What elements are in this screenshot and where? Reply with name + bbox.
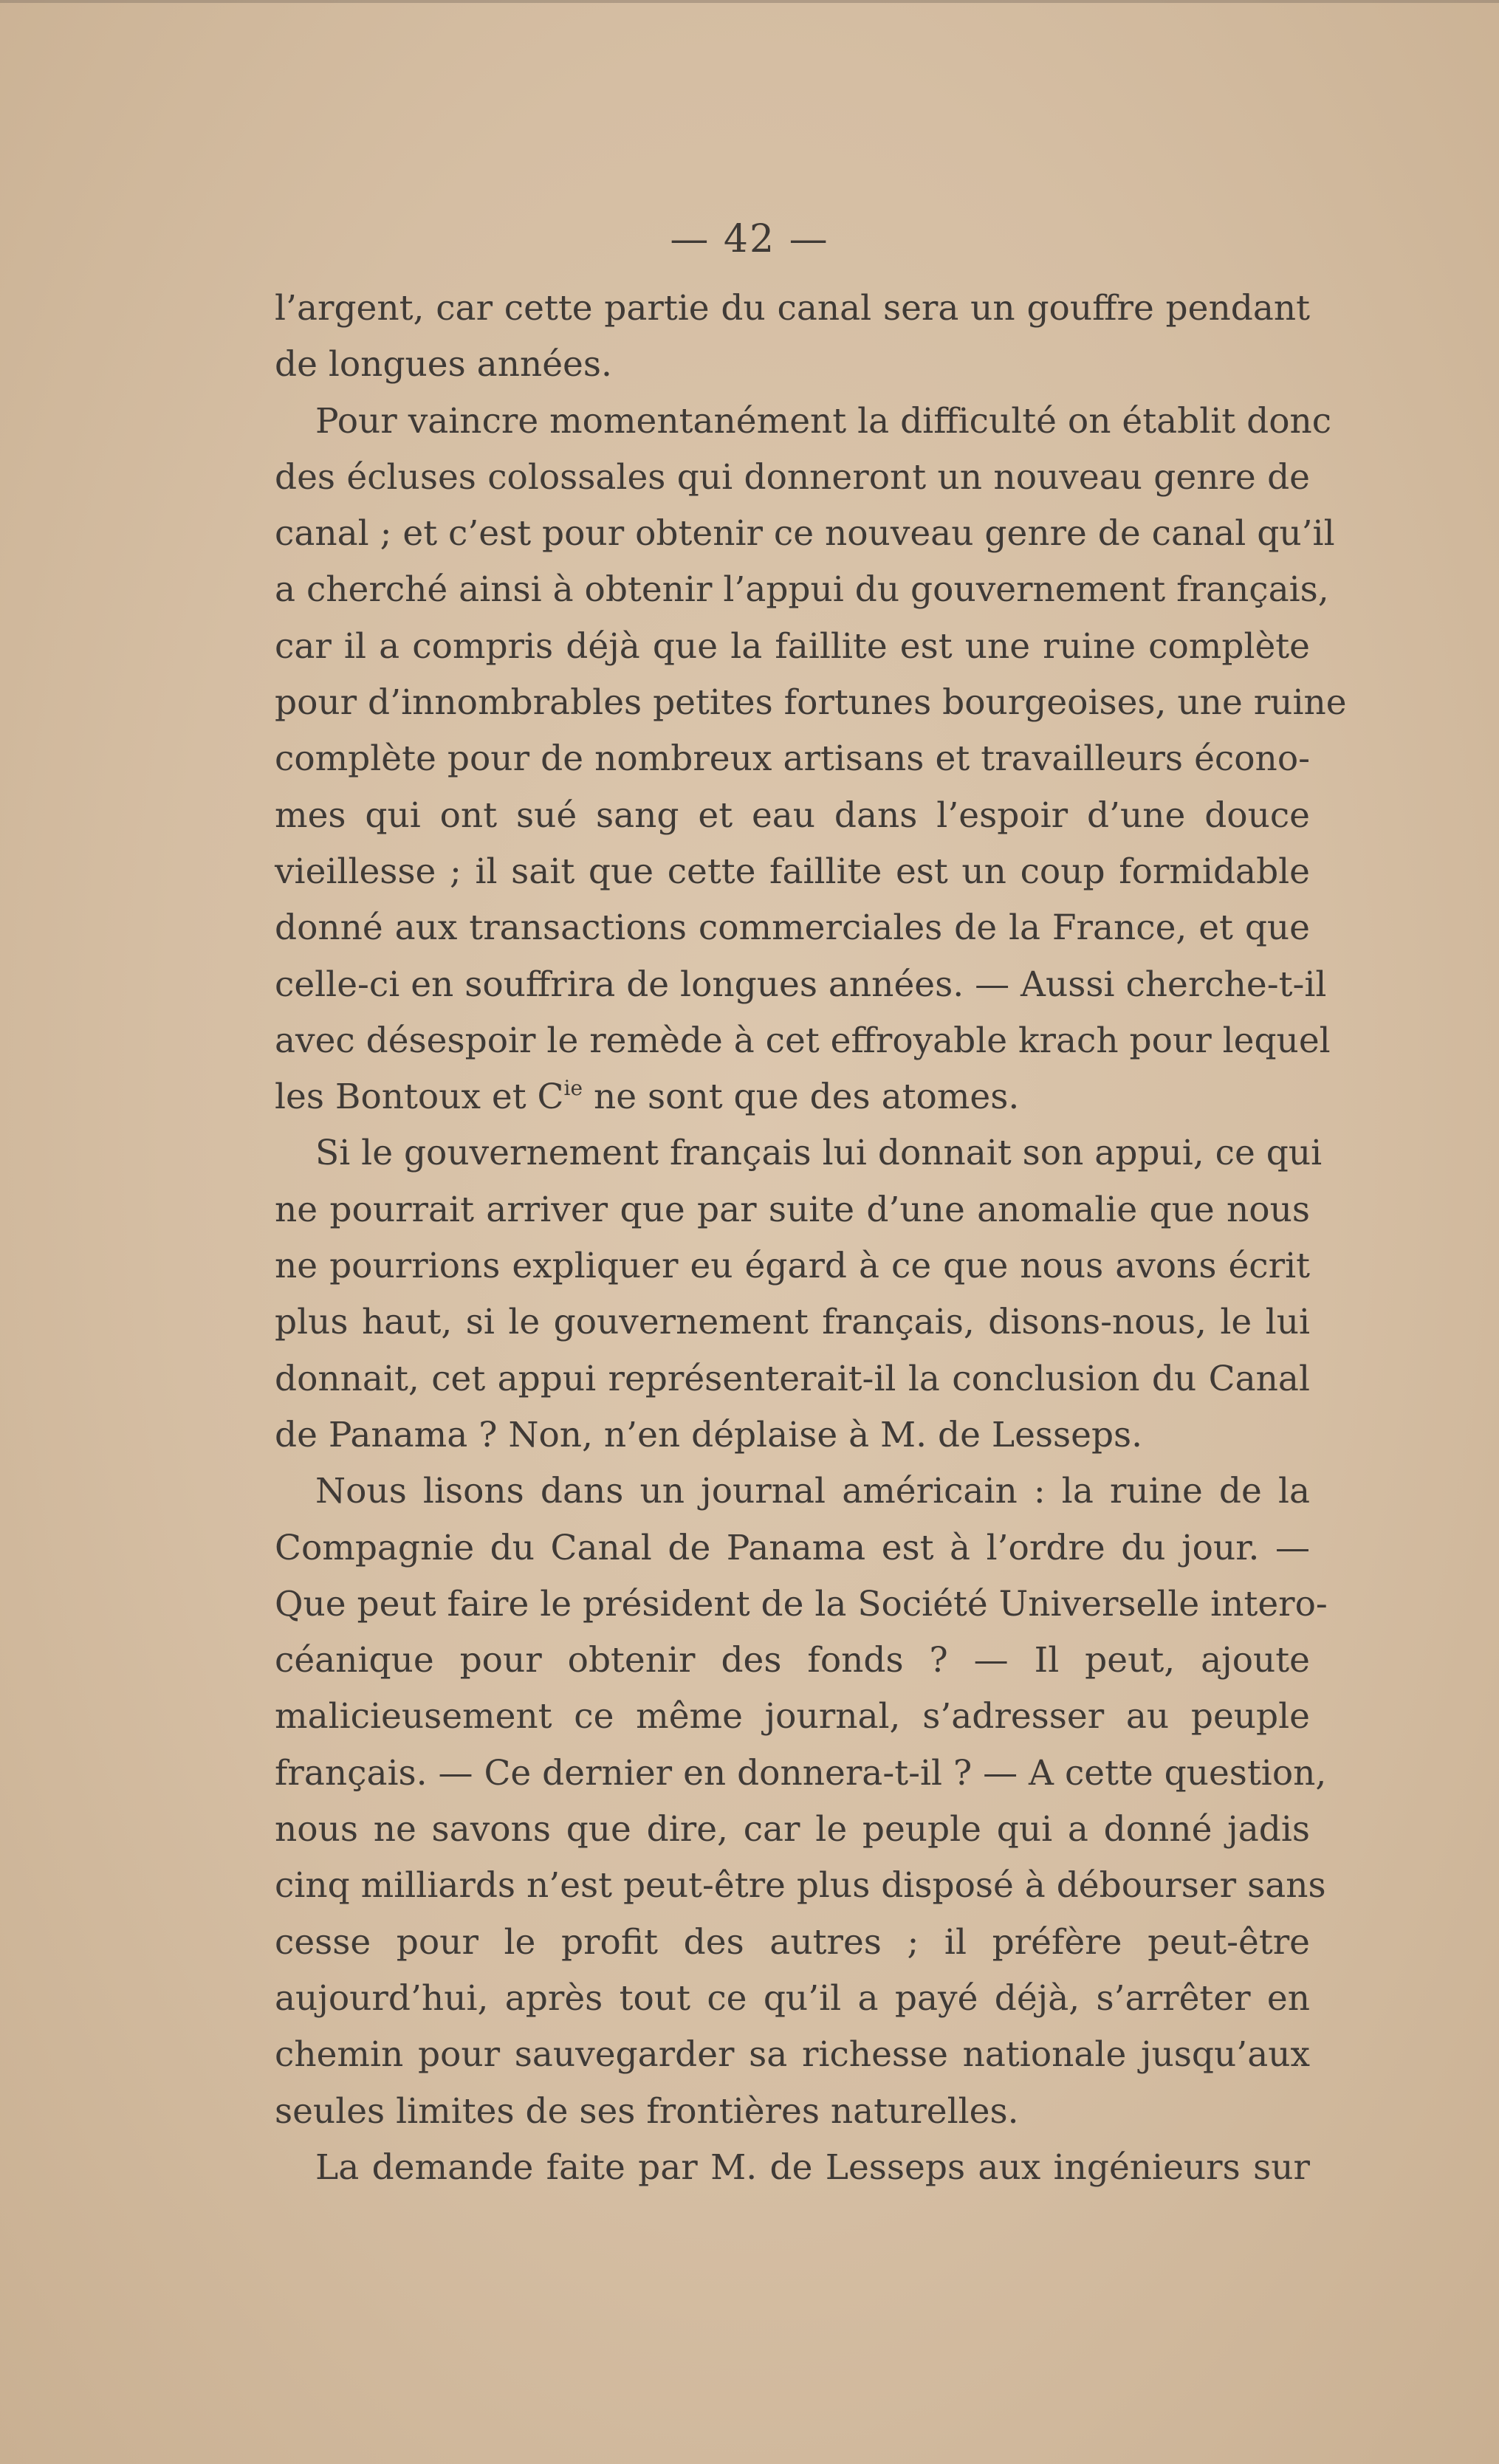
text-line: l’argent, car cette partie du canal sera un gouffre pendant xyxy=(275,288,1310,329)
text-line: céanique pour obtenir des fonds ? — Il peut, ajoute xyxy=(275,1640,1310,1681)
text-fragment: ne sont que des atomes. xyxy=(594,1077,1020,1118)
page-number: — 42 — xyxy=(670,217,829,261)
text-line: ne pourrait arriver que par suite d’une anomalie que nous xyxy=(275,1189,1310,1230)
text-line: canal ; et c’est pour obtenir ce nouveau genre de canal qu’il xyxy=(275,513,1335,555)
text-line: vieillesse ; il sait que cette faillite est un coup formidable xyxy=(275,851,1310,892)
text-line xyxy=(275,1069,1310,1125)
text-line: Compagnie du Canal de Panama est à l’ordre du jour. — xyxy=(275,1527,1310,1568)
text-line: cesse pour le profit des autres ; il préfère peut-être xyxy=(275,1921,1310,1963)
text-fragment: les Bontoux et C xyxy=(275,1077,564,1118)
text-line: ne pourrions expliquer eu égard à ce que nous avons écrit xyxy=(275,1246,1310,1287)
text-line: avec désespoir le remède à cet effroyable krach pour lequel xyxy=(275,1020,1331,1061)
page-top-edge xyxy=(0,0,1499,3)
text-line: celle-ci en souffrira de longues années. — Aussi cherche-t-il xyxy=(275,964,1327,1005)
text-line: chemin pour sauvegarder sa richesse nationale jusqu’aux xyxy=(275,2034,1310,2076)
text-line: mes qui ont sué sang et eau dans l’espoir d’une douce xyxy=(275,795,1310,836)
text-line: des écluses colossales qui donneront un nouveau genre de xyxy=(275,456,1310,498)
text-line: Pour vaincre momentanément la difficulté on établit donc xyxy=(315,400,1332,442)
text-line: a cherché ainsi à obtenir l’appui du gouvernement français, xyxy=(275,569,1329,611)
text-line: de longues années. xyxy=(275,344,612,385)
text-line: cinq milliards n’est peut-être plus disposé à débourser sans xyxy=(275,1865,1326,1907)
superscript: ie xyxy=(563,1076,583,1101)
text-line: de Panama ? Non, n’en déplaise à M. de Lesseps. xyxy=(275,1414,1143,1455)
text-line: pour d’innombrables petites fortunes bourgeoises, une ruine xyxy=(275,682,1347,724)
text-line: français. — Ce dernier en donnera-t-il ? — A cette question, xyxy=(275,1752,1327,1794)
text-line: La demande faite par M. de Lesseps aux ingénieurs sur xyxy=(315,2146,1310,2188)
text-line: Si le gouvernement français lui donnait son appui, ce qui xyxy=(315,1133,1323,1174)
text-line: car il a compris déjà que la faillite est une ruine complète xyxy=(275,625,1310,667)
body-text xyxy=(275,281,1347,2196)
text-line: donné aux transactions commerciales de la France, et que xyxy=(275,907,1310,949)
text-line: nous ne savons que dire, car le peuple qui a donné jadis xyxy=(275,1809,1310,1850)
text-line: Que peut faire le président de la Société Universelle intero- xyxy=(275,1583,1328,1624)
text-line: malicieusement ce même journal, s’adresser au peuple xyxy=(275,1696,1310,1737)
text-line: complète pour de nombreux artisans et travailleurs écono- xyxy=(275,738,1310,780)
text-line: donnait, cet appui représenterait-il la conclusion du Canal xyxy=(275,1358,1310,1399)
text-line: plus haut, si le gouvernement français, disons-nous, le lui xyxy=(275,1302,1310,1343)
text-line: Nous lisons dans un journal américain : la ruine de la xyxy=(315,1471,1310,1512)
text-line: aujourd’hui, après tout ce qu’il a payé déjà, s’arrêter en xyxy=(275,1977,1310,2019)
text-line: seules limites de ses frontières naturelles. xyxy=(275,2090,1019,2132)
